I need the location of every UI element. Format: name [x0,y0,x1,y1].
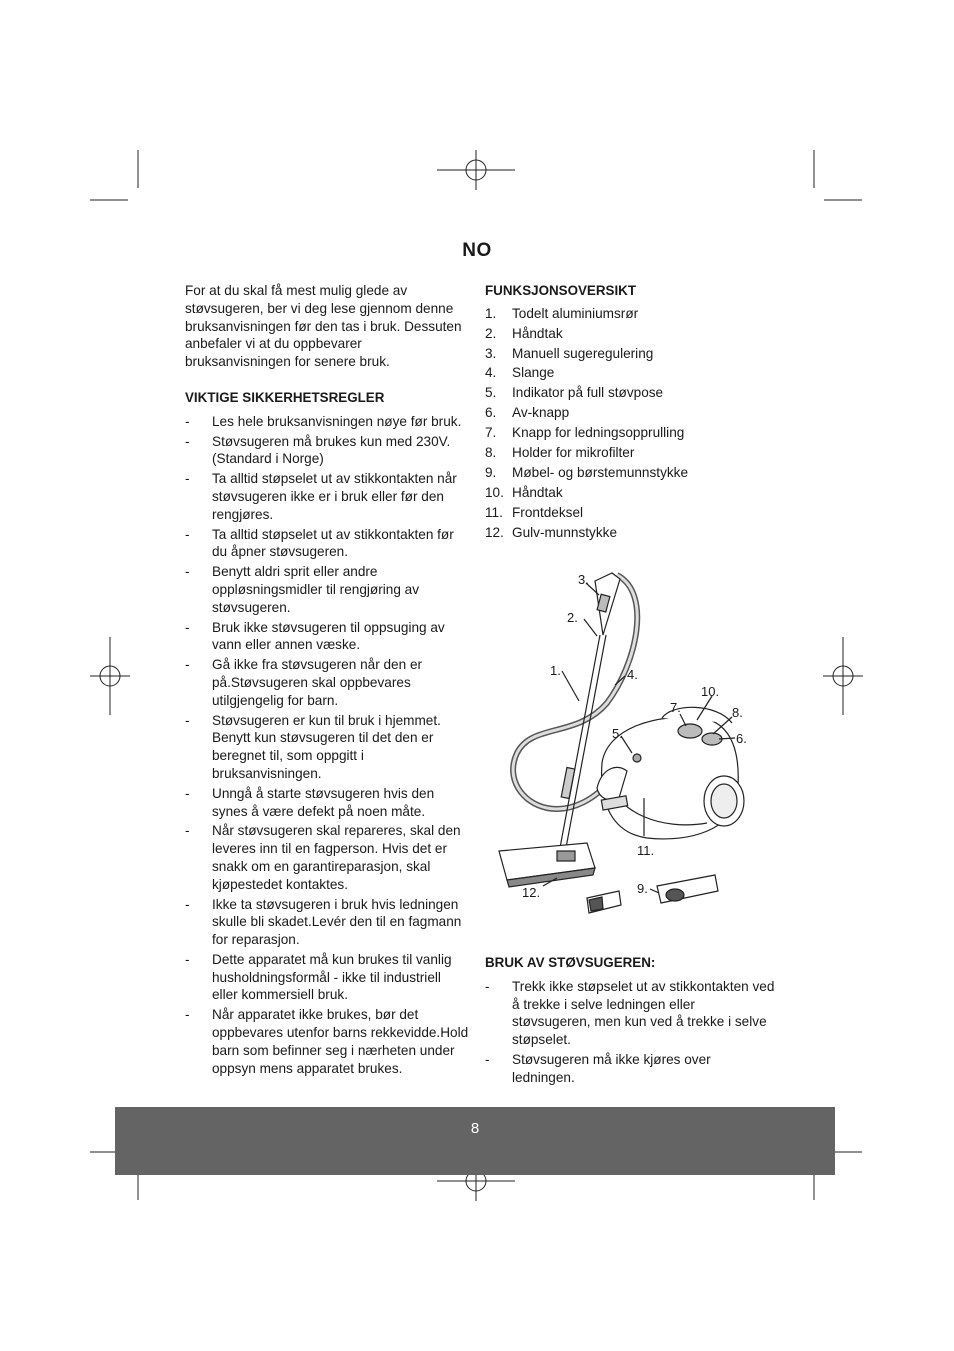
callout-2: 2. [567,610,578,625]
list-item: - Unngå å starte støvsugeren hvis den synes å være defekt på noen måte. [185,785,435,819]
list-item: - Ikke ta støvsugeren i bruk hvis ledningen skulle bli skadet.Levér den til en fagmann for reparasjon. [185,896,462,948]
intro-paragraph: For at du skal få mest mulig glede av støvsugeren, ber vi deg lese gjennom denne bruksanvisningen før den tas i bruk. Dessuten anbefaler vi at du oppbevarer bruksanvisningen for senere bruk. [185,283,462,370]
list-item: - Les hele bruksanvisningen nøye før bruk. [185,413,462,429]
right-column [485,282,775,543]
list-item: 1. Todelt aluminiumsrør [485,305,639,321]
list-item: 4. Slange [485,365,555,381]
list-item: 8. Holder for mikrofilter [485,445,635,461]
safety-list [185,413,470,1078]
usage-heading: BRUK AV STØVSUGEREN: [485,955,656,970]
callout-3: 3. [578,572,589,587]
list-item: - Ta alltid støpselet ut av stikkontakten når støvsugeren ikke er i bruk eller før den rengjøres. [185,471,457,522]
footer-bar [115,1107,835,1175]
usage-list [485,978,775,1087]
parts-list [485,305,775,544]
list-item: 9. Møbel- og børstemunnstykke [485,464,689,480]
list-item: - Støvsugeren er kun til bruk i hjemmet. Benytt kun støvsugeren til det den er beregnet til, som oppgitt i bruksanvisningen. [185,712,441,781]
list-item: - Benytt aldri sprit eller andre oppløsningsmidler til rengjøring av støvsugeren. [185,564,420,615]
callout-5: 5. [612,726,623,741]
callout-10: 10. [701,684,720,699]
list-item: - Trekk ikke støpselet ut av stikkontakten ved å trekke i selve ledningen eller støvsugeren, men kun ved å trekke i selve støpselet. [485,978,775,1048]
list-item: 3. Manuell sugeregulering [485,345,654,361]
callout-4: 4. [627,667,638,682]
list-item: - Støvsugeren må brukes kun med 230V. (Standard i Norge) [185,433,451,467]
list-item: 6. Av-knapp [485,405,570,421]
usage-section [485,954,775,1089]
callout-11: 11. [637,843,655,858]
overview-heading: FUNKSJONSOVERSIKT [485,283,637,298]
list-item: - Dette apparatet må kun brukes til vanlig husholdningsformål - ikke til industriell eller kommersiell bruk. [185,951,452,1003]
safety-heading: VIKTIGE SIKKERHETSREGLER [185,389,385,405]
list-item: - Bruk ikke støvsugeren til oppsuging av vann eller annen væske. [185,619,445,653]
list-item: - Støvsugeren må ikke kjøres over ledningen. [485,1051,711,1085]
callout-7: 7. [670,700,681,715]
page-number: 8 [470,1120,480,1137]
list-item: 7. Knapp for ledningsopprulling [485,425,685,441]
callout-8: 8. [732,705,743,720]
list-item: 12. Gulv-munnstykke [485,524,618,540]
callout-1: 1. [550,663,561,678]
list-item: - Gå ikke fra støvsugeren når den er på.Støvsugeren skal oppbevares utilgjengelig for barn. [185,657,423,708]
list-item: 10. Håndtak [485,484,563,500]
list-item: - Når støvsugeren skal repareres, skal den leveres inn til en fagperson. Hvis det er snakk om en garantireparasjon, skal kjøpestedet kontaktes. [185,823,461,892]
left-column [185,282,470,1079]
list-item: 2. Håndtak [485,325,563,341]
list-item: - Når apparatet ikke brukes, bør det oppbevares utenfor barns rekkevidde.Hold barn som befinner seg i nærheten under oppsyn mens apparatet brukes. [185,1007,469,1076]
callout-6: 6. [736,731,747,746]
vacuum-cleaner-diagram [487,553,765,931]
language-heading: NO [462,240,492,261]
list-item: - Ta alltid støpselet ut av stikkontakten før du åpner støvsugeren. [185,526,454,560]
callout-9: 9. [637,881,648,896]
callout-12: 12. [522,885,541,900]
list-item: 5. Indikator på full støvpose [485,385,664,401]
list-item: 11. Frontdeksel [485,504,584,520]
